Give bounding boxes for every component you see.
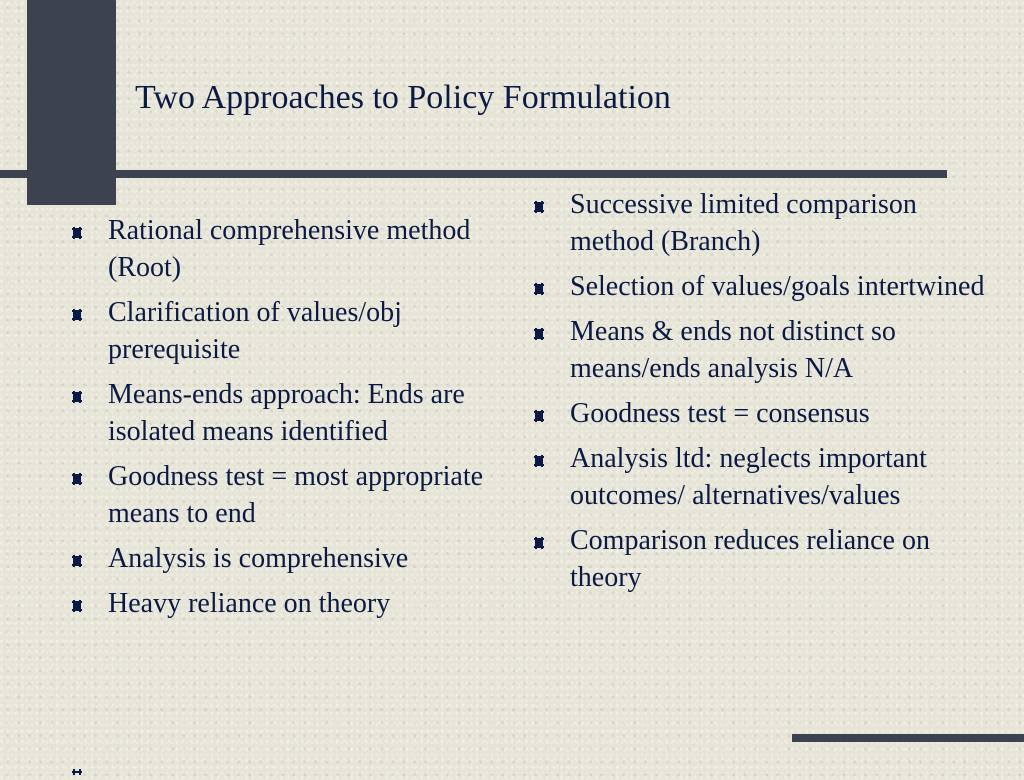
list-item-text: Successive limited comparison method (Branch) xyxy=(570,189,917,257)
list-item xyxy=(532,395,992,432)
empty-bullet-icon xyxy=(70,762,84,776)
hash-bullet-icon xyxy=(532,200,546,214)
hash-bullet-icon xyxy=(532,327,546,341)
title-rule xyxy=(0,170,947,178)
list-item xyxy=(70,212,490,286)
list-item xyxy=(70,294,490,368)
list-item xyxy=(532,268,992,305)
list-item xyxy=(532,440,992,514)
footer-rule xyxy=(792,734,1024,742)
hash-bullet-icon xyxy=(70,599,84,613)
list-item xyxy=(532,522,992,596)
list-item xyxy=(532,186,992,260)
list-item-text: Heavy reliance on theory xyxy=(108,588,391,619)
hash-bullet-icon xyxy=(70,472,84,486)
right-bullet-list xyxy=(532,186,992,604)
list-item xyxy=(70,585,490,622)
list-item-text: Goodness test = most appropriate means to end xyxy=(108,461,484,529)
list-item xyxy=(70,376,490,450)
list-item-text: Rational comprehensive method (Root) xyxy=(108,215,471,283)
hash-bullet-icon xyxy=(532,282,546,296)
list-item-text: Goodness test = consensus xyxy=(570,398,870,429)
hash-bullet-icon xyxy=(70,308,84,322)
hash-bullet-icon xyxy=(70,390,84,404)
list-item-text: Means & ends not distinct so means/ends analysis N/A xyxy=(570,316,896,384)
list-item xyxy=(70,458,490,532)
hash-bullet-icon xyxy=(532,454,546,468)
list-item-text: Selection of values/goals intertwined xyxy=(570,271,985,302)
slide-title: Two Approaches to Policy Formulation xyxy=(135,79,671,116)
list-item-text: Means-ends approach: Ends are isolated means identified xyxy=(108,379,465,447)
list-item-text: Comparison reduces reliance on theory xyxy=(570,525,930,593)
list-item xyxy=(532,313,992,387)
list-item-text: Clarification of values/obj prerequisite xyxy=(108,297,402,365)
left-bullet-list xyxy=(70,212,490,630)
list-item-text: Analysis is comprehensive xyxy=(108,543,409,574)
hash-bullet-icon xyxy=(532,409,546,423)
hash-bullet-icon xyxy=(70,554,84,568)
hash-bullet-icon xyxy=(70,226,84,240)
list-item xyxy=(70,540,490,577)
list-item-text: Analysis ltd: neglects important outcomes/ alternatives/values xyxy=(570,443,927,511)
hash-bullet-icon xyxy=(532,536,546,550)
